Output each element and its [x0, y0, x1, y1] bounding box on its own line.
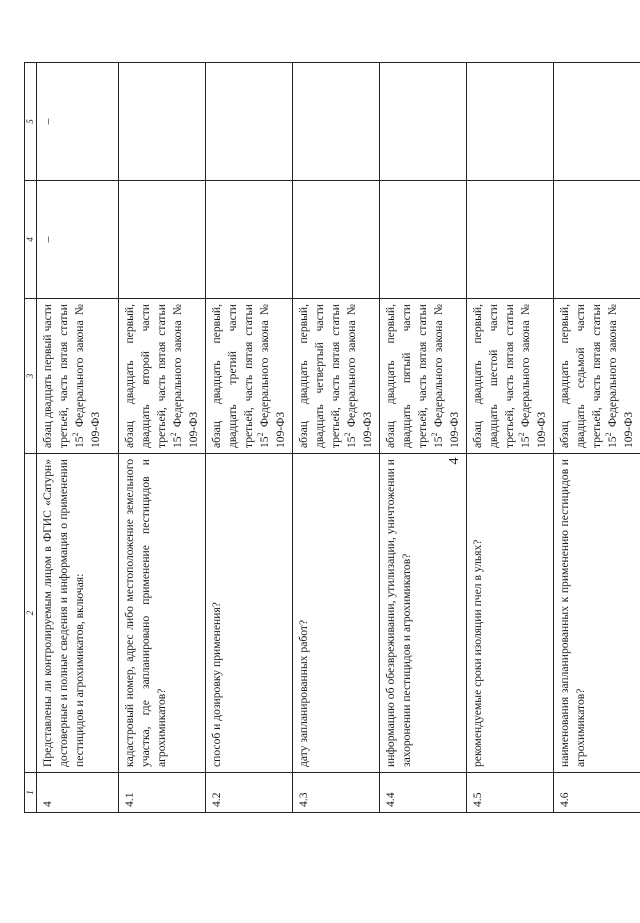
table-row: [37, 63, 119, 813]
column-5-cell: [206, 63, 293, 181]
reference-superscript: 2: [343, 432, 353, 437]
row-number: 4.3: [293, 773, 380, 813]
reference-law: Федерального закона № 109-ФЗ: [171, 304, 200, 448]
column-5-cell: [554, 63, 640, 181]
reference-text: абзац двадцать первый, двадцать седьмой части третьей, часть пятая статьи 15: [558, 304, 619, 448]
column-4-cell: [206, 181, 293, 299]
reference-law: Федерального закона № 109-ФЗ: [432, 304, 461, 448]
requirements-table: [24, 62, 640, 813]
requirement-question: способ и дозировку применения?: [206, 454, 293, 773]
legal-reference: [380, 299, 467, 454]
reference-superscript: 2: [71, 432, 81, 437]
reference-text: абзац двадцать первый, двадцать третий части третьей, часть пятая статьи 15: [210, 304, 271, 448]
reference-superscript: 2: [430, 432, 440, 437]
reference-law: Федерального закона № 109-ФЗ: [519, 304, 548, 448]
table-row: [206, 63, 293, 813]
reference-law: Федерального закона № 109-ФЗ: [73, 304, 102, 448]
column-5-cell: [467, 63, 554, 181]
row-number: 4.2: [206, 773, 293, 813]
table-row: [119, 63, 206, 813]
column-5-cell: [119, 63, 206, 181]
rotated-table-container: [24, 63, 635, 813]
table-row: [380, 63, 467, 813]
page-number: 4: [447, 457, 462, 465]
requirement-question: Представлены ли контролируемым лицом в ФГИС «Сатурн» достоверные и полные сведения и информация о применении пестицидов и агрохимикатов, включая:: [37, 454, 119, 773]
table-row: [467, 63, 554, 813]
legal-reference: [554, 299, 640, 454]
row-number: 4.5: [467, 773, 554, 813]
column-4-cell: [554, 181, 640, 299]
header-row: [25, 63, 37, 813]
requirement-question: рекомендуемые сроки изоляции пчел в ульях?: [467, 454, 554, 773]
reference-text: абзац двадцать первый, двадцать четвертый части третьей, часть пятая статьи 15: [297, 304, 358, 448]
reference-superscript: 2: [517, 432, 527, 437]
legal-reference: [206, 299, 293, 454]
legal-reference: [119, 299, 206, 454]
legal-reference: [37, 299, 119, 454]
column-4-cell: –: [37, 181, 119, 299]
reference-superscript: 2: [604, 432, 614, 437]
reference-law: Федерального закона № 109-ФЗ: [606, 304, 635, 448]
column-4-cell: [119, 181, 206, 299]
column-5-cell: [293, 63, 380, 181]
reference-text: абзац двадцать первый, двадцать шестой части третьей, часть пятая статьи 15: [471, 304, 532, 448]
reference-text: абзац двадцать первый, двадцать второй части третьей, часть пятая статьи 15: [123, 304, 184, 448]
reference-law: Федерального закона № 109-ФЗ: [258, 304, 287, 448]
legal-reference: [293, 299, 380, 454]
requirement-question: наименования запланированных к применению пестицидов и агрохимикатов?: [554, 454, 640, 773]
column-4-cell: [293, 181, 380, 299]
header-cell: 1: [25, 773, 37, 813]
column-5-cell: [380, 63, 467, 181]
header-cell: 2: [25, 454, 37, 773]
column-4-cell: [380, 181, 467, 299]
reference-text: абзац двадцать первый части третьей, часть пятая статьи 15: [41, 304, 86, 448]
requirement-question: кадастровый номер, адрес либо местоположение земельного участка, где запланировано применение пестицидов и агрохимикатов?: [119, 454, 206, 773]
row-number: 4.4: [380, 773, 467, 813]
column-5-cell: –: [37, 63, 119, 181]
requirement-question: дату запланированных работ?: [293, 454, 380, 773]
row-number: 4.6: [554, 773, 640, 813]
legal-reference: [467, 299, 554, 454]
table-row: [293, 63, 380, 813]
reference-superscript: 2: [256, 432, 266, 437]
header-cell: 4: [25, 181, 37, 299]
reference-text: абзац двадцать первый, двадцать пятый части третьей, часть пятая статьи 15: [384, 304, 445, 448]
table-row: [554, 63, 640, 813]
requirement-question: информацию об обезвреживании, утилизации, уничтожении и захоронении пестицидов и агрохимикатов?: [380, 454, 467, 773]
row-number: 4.1: [119, 773, 206, 813]
reference-superscript: 2: [169, 432, 179, 437]
row-number: 4: [37, 773, 119, 813]
column-4-cell: [467, 181, 554, 299]
header-cell: 3: [25, 299, 37, 454]
header-cell: 5: [25, 63, 37, 181]
reference-law: Федерального закона № 109-ФЗ: [345, 304, 374, 448]
